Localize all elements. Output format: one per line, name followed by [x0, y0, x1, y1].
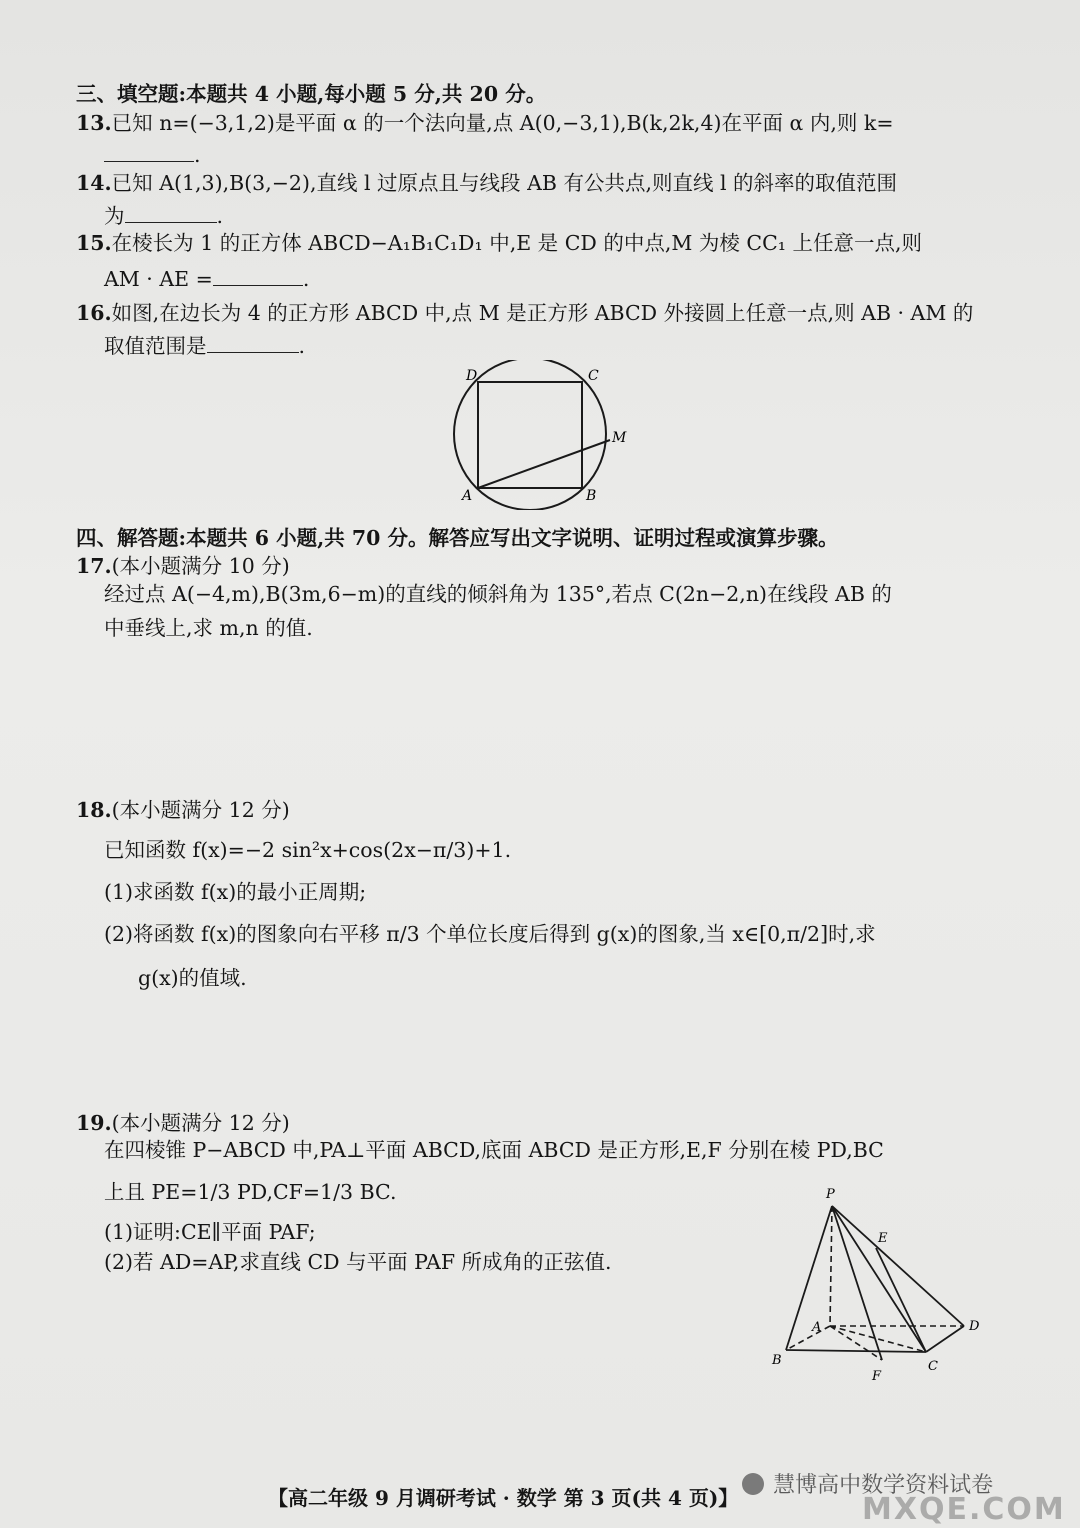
question-17-line1: 经过点 A(−4,m),B(3m,6−m)的直线的倾斜角为 135°,若点 C(2n−2,n)在线段 AB 的 [104, 582, 892, 606]
square-abcd [478, 382, 582, 488]
question-number: 16. [76, 301, 112, 325]
question-19-header: 19.(本小题满分 12 分) [76, 1111, 290, 1135]
label-d: D [969, 1319, 980, 1334]
question-number: 13. [76, 111, 112, 135]
question-18-part2-cont: g(x)的值域. [138, 966, 247, 990]
question-16 [76, 301, 973, 325]
question-19-part2: (2)若 AD=AP,求直线 CD 与平面 PAF 所成角的正弦值. [104, 1250, 612, 1274]
section-3-heading: 三、填空题:本题共 4 小题,每小题 5 分,共 20 分。 [76, 82, 547, 106]
figure-pyramid [764, 1184, 996, 1390]
watermark-logo: MXQE.COM [862, 1492, 1066, 1527]
question-number: 14. [76, 171, 112, 195]
label-c: C [588, 368, 599, 384]
question-17-line2: 中垂线上,求 m,n 的值. [104, 616, 313, 640]
label-c: C [928, 1359, 938, 1374]
label-b: B [772, 1353, 782, 1368]
question-15 [76, 231, 922, 255]
figure-square-circle [440, 360, 640, 510]
question-13 [76, 111, 894, 135]
question-number: 15. [76, 231, 112, 255]
label-d: D [466, 368, 478, 384]
question-18-stem: 已知函数 f(x)=−2 sin²x+cos(2x−π/3)+1. [104, 838, 512, 862]
watermark-text: 慧博高中数学资料试卷 [773, 1473, 994, 1498]
question-19-line2: 上且 PE=1/3 PD,CF=1/3 BC. [104, 1180, 397, 1204]
question-15-line2: AM · AE = . [104, 267, 310, 291]
section-4-heading: 四、解答题:本题共 6 小题,共 70 分。解答应写出文字说明、证明过程或演算步骤。 [76, 526, 839, 550]
question-17-header: 17.(本小题满分 10 分) [76, 554, 290, 578]
question-text-line1: 已知 A(1,3),B(3,−2),直线 l 过原点且与线段 AB 有公共点,则直线 l 的斜率的取值范围 [111, 171, 898, 195]
label-m: M [612, 430, 627, 446]
label-a: A [462, 488, 473, 504]
wechat-icon [742, 1473, 764, 1495]
q13-answer-blank: . [104, 143, 201, 167]
question-text-line1: 如图,在边长为 4 的正方形 ABCD 中,点 M 是正方形 ABCD 外接圆上任意一点,则 AB · AM 的 [111, 301, 974, 325]
question-text: 已知 n=(−3,1,2)是平面 α 的一个法向量,点 A(0,−3,1),B(k,2k,4)在平面 α 内,则 k= [111, 111, 894, 135]
question-14-line2: 为 . [104, 204, 224, 228]
question-14 [76, 171, 897, 195]
label-f: F [872, 1369, 882, 1384]
question-18-header: 18.(本小题满分 12 分) [76, 798, 290, 822]
label-e: E [878, 1231, 888, 1246]
question-19-part1: (1)证明:CE∥平面 PAF; [104, 1220, 316, 1244]
question-18-part1: (1)求函数 f(x)的最小正周期; [104, 880, 367, 904]
label-p: P [826, 1187, 835, 1202]
question-16-line2: 取值范围是 . [104, 334, 306, 358]
label-b: B [586, 488, 597, 504]
page-footer: 【高二年级 9 月调研考试 · 数学 第 3 页(共 4 页)】 [268, 1486, 739, 1510]
watermark [742, 1468, 1066, 1527]
label-a: A [812, 1320, 822, 1335]
question-text-line1: 在棱长为 1 的正方体 ABCD−A₁B₁C₁D₁ 中,E 是 CD 的中点,M 为棱 CC₁ 上任意一点,则 [111, 231, 923, 255]
question-19-line1: 在四棱锥 P−ABCD 中,PA⊥平面 ABCD,底面 ABCD 是正方形,E,F 分别在棱 PD,BC [104, 1138, 884, 1162]
question-18-part2: (2)将函数 f(x)的图象向右平移 π/3 个单位长度后得到 g(x)的图象,当 x∈[0,π/2]时,求 [104, 922, 876, 946]
